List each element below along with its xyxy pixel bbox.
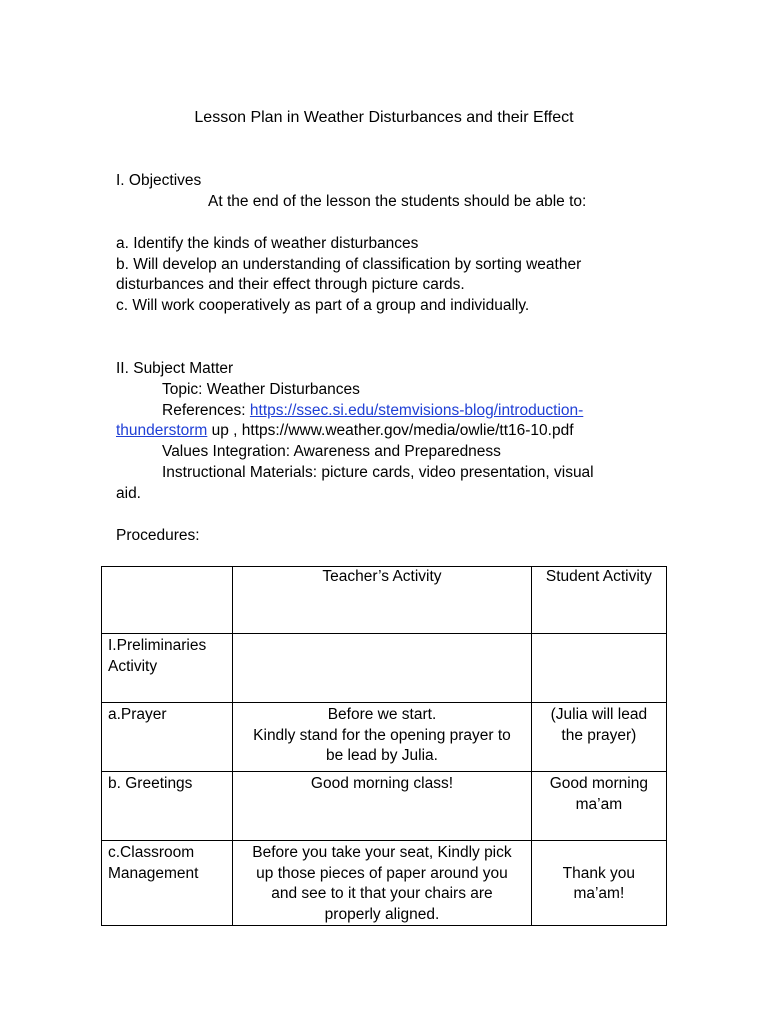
cell-line: ma’am! (573, 885, 625, 902)
table-cell (233, 841, 532, 926)
cell-line: Thank you (562, 864, 636, 882)
objective-item-a: a. Identify the kinds of weather disturbances (116, 235, 419, 252)
cell-line: b. Greetings (108, 775, 193, 792)
objective-item-b-continued: disturbances and their effect through picture cards. (116, 276, 465, 293)
table-cell (102, 772, 233, 841)
objectives-heading: I. Objectives (116, 172, 202, 189)
references-line (162, 401, 583, 421)
cell-line: be lead by Julia. (325, 747, 438, 764)
cell-line: Activity (108, 657, 158, 675)
document-title: Lesson Plan in Weather Disturbances and their Effect (194, 109, 574, 126)
objective-item-b: b. Will develop an understanding of classification by sorting weather (116, 256, 582, 273)
table-cell (531, 634, 666, 703)
table-row (102, 703, 667, 772)
cell-line: Before we start. (327, 706, 437, 723)
values-integration-line: Values Integration: Awareness and Preparedness (162, 443, 501, 460)
table-header-row (102, 567, 667, 634)
table-header-cell: Student Activity (531, 567, 666, 634)
topic-line: Topic: Weather Disturbances (162, 381, 360, 398)
cell-line: and see to it that your chairs are (271, 885, 493, 902)
cell-line: Good morning (549, 775, 648, 792)
cell-line: Good morning class! (310, 775, 454, 792)
table-cell (531, 841, 666, 926)
instructional-materials-line: Instructional Materials: picture cards, video presentation, visual (162, 464, 594, 481)
cell-line: (Julia will lead (550, 706, 648, 723)
table-row (102, 772, 667, 841)
references-line-continued (116, 421, 574, 441)
procedures-table (101, 566, 667, 926)
cell-line: c.Classroom (108, 844, 195, 861)
cell-line: Kindly stand for the opening prayer to (253, 726, 511, 744)
table-cell (233, 772, 532, 841)
instructional-materials-line-continued: aid. (116, 485, 141, 502)
procedures-heading: Procedures: (116, 527, 200, 544)
table-cell (102, 703, 233, 772)
table-cell (233, 703, 532, 772)
cell-line: Management (108, 864, 199, 882)
table-cell (531, 772, 666, 841)
table-row (102, 841, 667, 926)
table-row (102, 634, 667, 703)
cell-line: a.Prayer (108, 706, 167, 723)
objective-item-c: c. Will work cooperatively as part of a group and individually. (116, 297, 530, 314)
table-header-cell: Teacher’s Activity (233, 567, 532, 634)
subject-matter-heading: II. Subject Matter (116, 360, 234, 377)
references-label: References: (162, 402, 250, 419)
cell-line: I.Preliminaries (108, 637, 207, 654)
reference-link-continued[interactable]: thunderstorm (116, 422, 208, 439)
objectives-intro: At the end of the lesson the students should be able to: (208, 193, 587, 210)
cell-line: up those pieces of paper around you (256, 864, 508, 882)
reference-link[interactable]: https://ssec.si.edu/stemvisions-blog/introduction- (249, 402, 584, 419)
cell-line: Before you take your seat, Kindly pick (252, 844, 512, 861)
table-header-cell (102, 567, 233, 634)
table-cell (233, 634, 532, 703)
reference-rest: up , https://www.weather.gov/media/owlie/tt16-10.pdf (207, 422, 574, 439)
table-cell (102, 841, 233, 926)
cell-line: ma’am (575, 795, 623, 813)
cell-line: the prayer) (561, 726, 637, 744)
table-cell (102, 634, 233, 703)
cell-line: properly aligned. (324, 905, 440, 923)
table-cell (531, 703, 666, 772)
